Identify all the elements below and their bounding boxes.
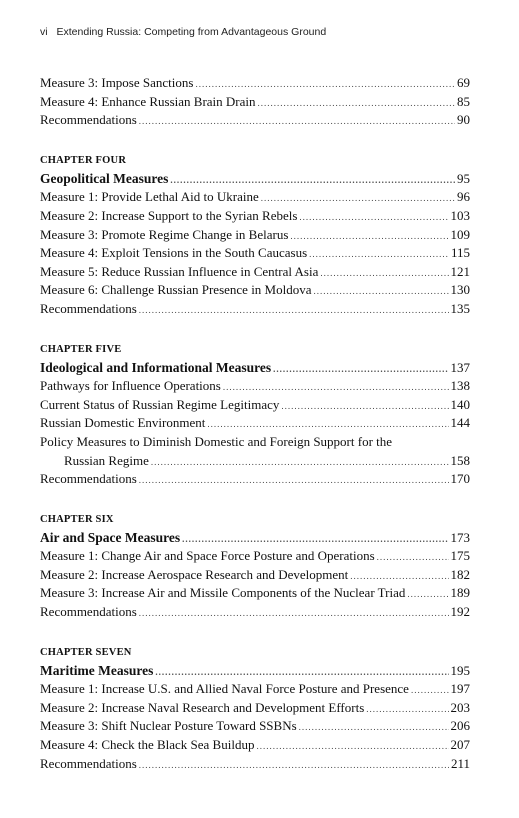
toc-entry-label: Measure 4: Check the Black Sea Buildup [40,737,255,753]
toc-entry [40,736,470,755]
toc-entry [40,188,470,207]
dot-leader [139,112,455,131]
toc-entry [40,300,470,319]
running-head [40,26,326,38]
toc-entry-label: Current Status of Russian Regime Legitimacy [40,396,280,412]
toc-entry [40,281,470,300]
toc-entry [40,470,470,489]
toc-entry-label: Measure 4: Enhance Russian Brain Drain [40,93,256,109]
chapter-title: Air and Space Measures [40,529,181,545]
toc-entry-label: Russian Domestic Environment [40,415,206,431]
dot-leader [139,604,449,623]
toc-entry [40,584,470,603]
toc-entry-wrapped [40,433,470,470]
page-number: 170 [450,471,470,487]
toc-entry-label: Measure 2: Increase Aerospace Research and Development [40,566,349,582]
toc-entry [40,377,470,396]
page-number: 95 [457,170,470,186]
toc-entry-label: Measure 1: Increase U.S. and Allied Naval Force Posture and Presence [40,681,409,697]
dot-leader [151,453,449,472]
toc-entry-label: Measure 2: Increase Support to the Syrian Rebels [40,207,298,223]
toc-entry [40,603,470,622]
page-number: 203 [450,699,470,715]
page-number: 121 [450,263,470,279]
dot-leader [290,227,448,246]
toc-entry-label: Policy Measures to Diminish Domestic and Foreign Support for the [40,433,393,449]
dot-leader [309,245,449,264]
toc-entry [40,414,470,433]
dot-leader [299,208,448,227]
dot-leader [155,663,448,682]
toc-entry-label: Measure 5: Reduce Russian Influence in Central Asia [40,263,319,279]
page-number: 175 [450,548,470,564]
page-number: 130 [450,282,470,298]
toc-entry [40,111,470,130]
page-number: 85 [457,93,470,109]
page-number: 135 [450,300,470,316]
page-number: 140 [450,396,470,412]
toc-entry [40,226,470,245]
dot-leader [377,548,449,567]
toc-entry-label: Russian Regime [64,452,149,468]
page-number: 90 [457,112,470,128]
page-number: 189 [450,585,470,601]
chapter-label: CHAPTER FOUR [40,154,127,166]
dot-leader [299,718,449,737]
toc-entry-label: Recommendations [40,471,137,487]
table-of-contents [40,74,470,773]
page-number: 138 [450,378,470,394]
page-number: 207 [450,737,470,753]
page-number: 96 [457,189,470,205]
toc-entry [40,699,470,718]
chapter-block [40,511,470,622]
page-number: 69 [457,75,470,90]
toc-entry-label: Recommendations [40,300,137,316]
page-number: 173 [450,529,470,545]
dot-leader [256,737,448,756]
dot-leader [139,756,449,775]
chapter-title-entry [40,170,470,189]
dot-leader [281,397,448,416]
dot-leader [223,378,449,397]
page-number: 103 [450,207,470,223]
toc-entry-label: Measure 3: Increase Air and Missile Components of the Nuclear Triad [40,585,406,601]
toc-entry [40,717,470,736]
dot-leader [261,189,455,208]
dot-leader [350,567,448,586]
chapter-label: CHAPTER SIX [40,513,114,525]
toc-entry [40,263,470,282]
dot-leader [182,530,448,549]
toc-entry-label: Measure 1: Provide Lethal Aid to Ukraine [40,189,259,205]
toc-entry-label: Recommendations [40,755,137,771]
continued-chapter-entries [40,74,470,130]
toc-entry [40,74,470,93]
page-number: 182 [450,566,470,582]
page-number: 109 [450,226,470,242]
page-number: 137 [450,359,470,375]
toc-entry-label: Measure 1: Change Air and Space Force Posture and Operations [40,548,375,564]
dot-leader [195,75,455,94]
toc-entry-label: Measure 3: Promote Regime Change in Belarus [40,226,289,242]
toc-entry-label: Recommendations [40,112,137,128]
chapter-block [40,341,470,489]
toc-entry [40,680,470,699]
page-number: 211 [450,755,470,771]
page-number: 195 [450,662,470,678]
chapter-title-entry [40,662,470,681]
chapter-block [40,644,470,774]
running-title: Extending Russia: Competing from Advantageous Ground [56,26,327,38]
dot-leader [139,471,449,490]
chapter-title: Maritime Measures [40,662,154,678]
chapter-title: Ideological and Informational Measures [40,359,272,375]
toc-entry-label: Pathways for Influence Operations [40,378,221,394]
chapter-label: CHAPTER SEVEN [40,646,132,658]
dot-leader [273,360,448,379]
dot-leader [139,301,449,320]
toc-entry-label: Measure 3: Shift Nuclear Posture Toward SSBNs [40,718,297,734]
toc-entry [40,566,470,585]
page-number: 197 [450,681,470,697]
page-number: 115 [450,245,470,261]
page-number: 192 [450,604,470,620]
toc-entry [40,93,470,112]
toc-entry-label: Recommendations [40,604,137,620]
toc-entry-label: Measure 4: Exploit Tensions in the South Caucasus [40,245,308,261]
page-number: 158 [450,452,470,468]
toc-entry [40,396,470,415]
dot-leader [314,282,449,301]
chapter-title-entry [40,359,470,378]
chapter-label: CHAPTER FIVE [40,343,122,355]
toc-entry-label: Measure 2: Increase Naval Research and Development Efforts [40,699,365,715]
toc-entry [40,207,470,226]
dot-leader [170,171,455,190]
page-number: 206 [450,718,470,734]
toc-entry [40,452,470,471]
page-folio: vi [40,26,48,38]
chapter-block [40,152,470,319]
toc-entry [40,755,470,774]
dot-leader [411,681,449,700]
toc-entry-label: Measure 3: Impose Sanctions [40,75,194,90]
dot-leader [366,700,448,719]
dot-leader [258,94,455,113]
dot-leader [207,415,448,434]
page-number: 144 [450,415,470,431]
toc-entry-label: Measure 6: Challenge Russian Presence in Moldova [40,282,312,298]
dot-leader [407,585,448,604]
toc-entry [40,547,470,566]
dot-leader [320,264,448,283]
chapter-title-entry [40,529,470,548]
toc-entry [40,244,470,263]
chapter-title: Geopolitical Measures [40,170,169,186]
